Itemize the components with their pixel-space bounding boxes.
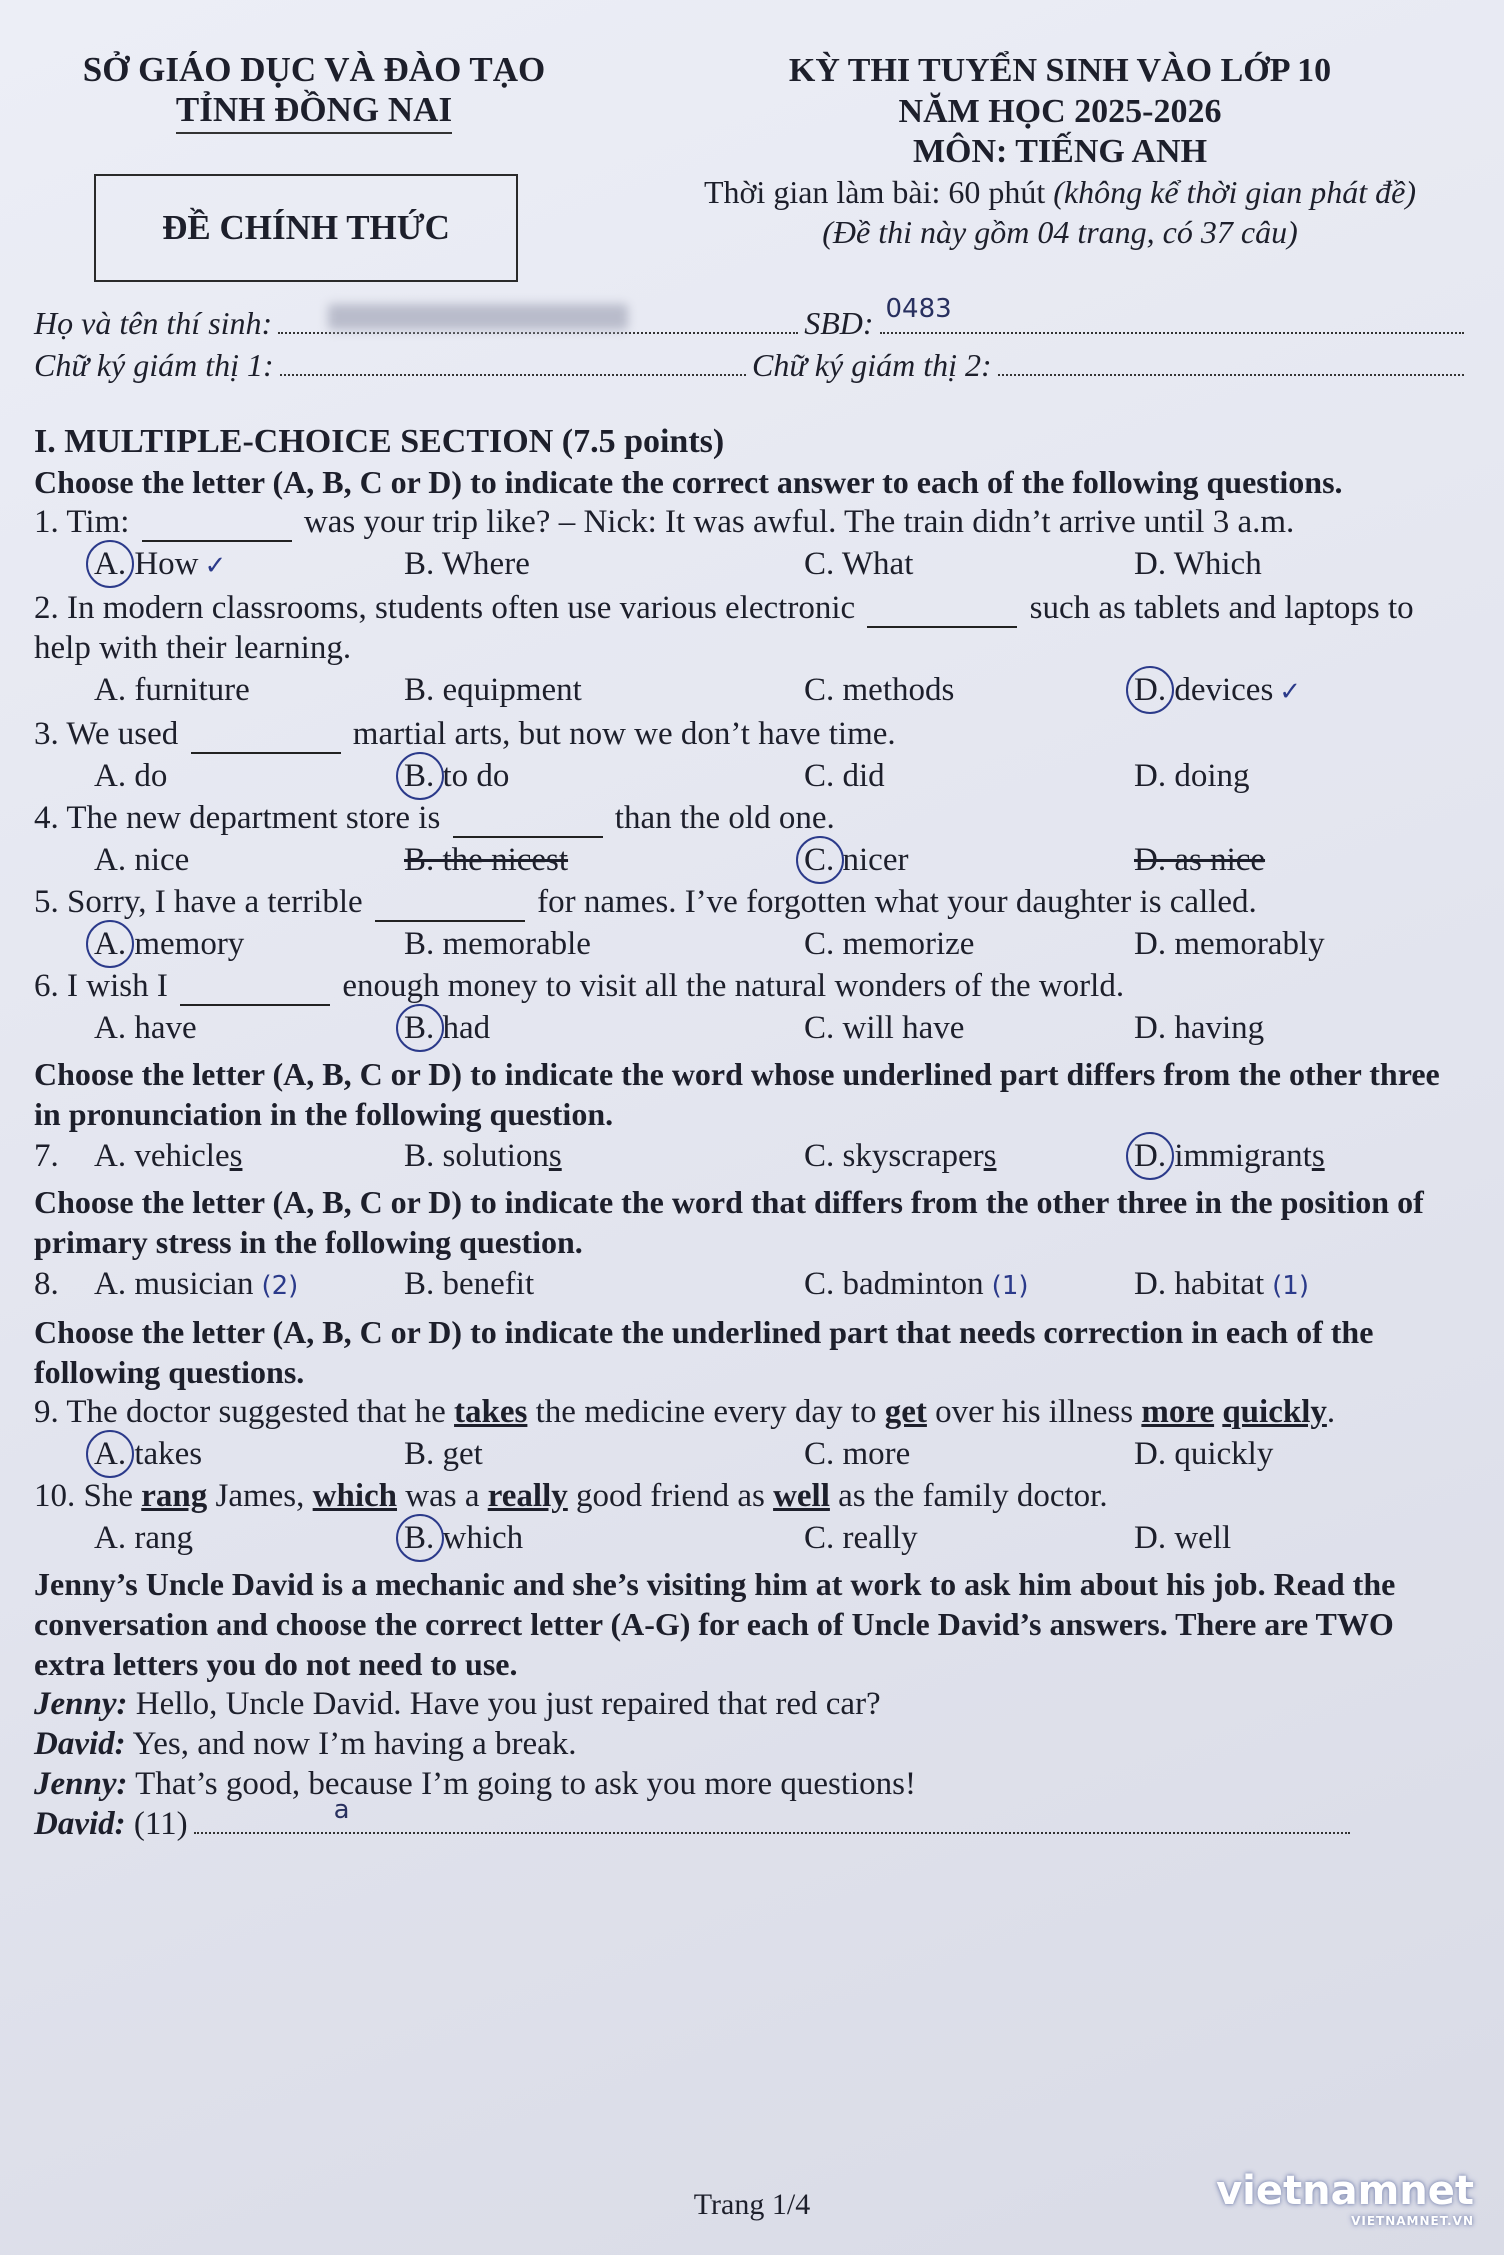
q10-t5: as the family doctor.: [838, 1478, 1108, 1514]
q3-option-b[interactable]: [404, 754, 804, 798]
q10-t3: was a: [405, 1478, 480, 1514]
dialog-text: That’s good, because I’m going to ask you more questions!: [135, 1766, 917, 1802]
q4-option-d[interactable]: D. as nice: [1134, 842, 1266, 878]
page-number: Trang 1/4: [693, 2188, 811, 2221]
question-2: [34, 588, 1470, 668]
sig1-field[interactable]: [280, 346, 746, 376]
q7-a-text: A. vehicle: [94, 1138, 230, 1174]
q8-option-b[interactable]: B. benefit: [404, 1266, 535, 1302]
q4-option-b[interactable]: B. the nicest: [404, 842, 569, 878]
q9-t2: the medicine every day to: [535, 1394, 877, 1430]
q1-option-c[interactable]: C. What: [804, 546, 914, 582]
question-1: [34, 502, 1470, 542]
q1-a-circled: A. How: [94, 542, 199, 586]
q7-option-b[interactable]: [404, 1134, 804, 1178]
q7-b-text: B. solution: [404, 1138, 549, 1174]
speaker: Jenny:: [34, 1686, 128, 1722]
question-3: [34, 714, 1470, 754]
sig2-field[interactable]: [998, 346, 1464, 376]
q7-b-underlined: s: [548, 1138, 562, 1174]
dialog-line: [34, 1684, 1470, 1724]
q7-option-a[interactable]: [94, 1134, 404, 1178]
q6-b-circled: B. had: [404, 1006, 490, 1050]
q11-answer-field[interactable]: [194, 1795, 1350, 1834]
header-right: [650, 50, 1470, 282]
header: [34, 50, 1470, 282]
q8-option-d[interactable]: [1134, 1262, 1470, 1308]
q7-option-d[interactable]: [1134, 1134, 1470, 1178]
q10-u2: which: [312, 1478, 398, 1514]
question-10: [34, 1476, 1470, 1516]
question-9: [34, 1392, 1470, 1432]
q3-pre: 3. We used: [34, 716, 179, 752]
q10-options: [34, 1516, 1470, 1560]
q5-option-c[interactable]: C. memorize: [804, 926, 975, 962]
q4-option-c[interactable]: [804, 838, 1134, 882]
q5-option-a[interactable]: [94, 922, 404, 966]
q2-pre: 2. In modern classrooms, students often use various electronic: [34, 590, 856, 626]
dialog-text: Hello, Uncle David. Have you just repaired that red car?: [135, 1686, 881, 1722]
vietnamnet-logo: [1216, 2168, 1474, 2228]
q7-c-text: C. skyscraper: [804, 1138, 984, 1174]
q2-option-b[interactable]: B. equipment: [404, 672, 582, 708]
speaker: David:: [34, 1726, 126, 1762]
official-stamp-box: ĐỀ CHÍNH THỨC: [94, 174, 518, 282]
q4-post: than the old one.: [614, 800, 835, 836]
dialog-line: [34, 1795, 1470, 1844]
name-field[interactable]: [278, 304, 798, 334]
q9-a-circled: A. takes: [94, 1432, 202, 1476]
dialog-line: [34, 1764, 1470, 1804]
dialog-line: [34, 1724, 1470, 1764]
q10-u3: really: [487, 1478, 568, 1514]
sbd-value: 0483: [885, 294, 952, 324]
q2-option-c[interactable]: C. methods: [804, 672, 955, 708]
q7-options: [34, 1134, 1470, 1178]
q8-num: 8.: [34, 1266, 59, 1302]
q6-option-d[interactable]: D. having: [1134, 1010, 1265, 1046]
name-row: [34, 294, 1470, 344]
province-name: TỈNH ĐỒNG NAI: [176, 90, 452, 134]
q10-option-c[interactable]: C. really: [804, 1520, 918, 1556]
q9-u4: quickly: [1222, 1394, 1327, 1430]
q8-option-a[interactable]: [94, 1262, 404, 1308]
school-year: NĂM HỌC 2025-2026: [898, 93, 1222, 130]
q8-c-text: C. badminton: [804, 1266, 984, 1302]
q3-post: martial arts, but now we don’t have time.: [352, 716, 896, 752]
q2-post: such as tablets and laptops to help with their learning.: [34, 590, 1414, 666]
q9-t4: .: [1326, 1394, 1336, 1430]
dialog-text: Yes, and now I’m having a break.: [132, 1726, 577, 1762]
time-note: (không kể thời gian phát đề): [1053, 174, 1417, 210]
q7-c-underlined: s: [983, 1138, 997, 1174]
q10-u1: rang: [141, 1478, 208, 1514]
q7-a-underlined: s: [229, 1138, 243, 1174]
check-icon: ✓: [1279, 677, 1302, 707]
q2-blank: [867, 596, 1017, 628]
q7-option-c[interactable]: [804, 1134, 1134, 1178]
q1-option-b[interactable]: B. Where: [404, 546, 530, 582]
q10-u4: well: [773, 1478, 830, 1514]
q1-post: was your trip like? – Nick: It was awful. The train didn’t arrive until 3 a.m.: [303, 504, 1295, 540]
q3-option-a[interactable]: A. do: [94, 758, 168, 794]
q10-option-d[interactable]: D. well: [1134, 1520, 1232, 1556]
q7-d-circled: [1134, 1134, 1325, 1178]
q3-options: [34, 754, 1470, 798]
q1-option-d[interactable]: D. Which: [1134, 546, 1262, 582]
q5-pre: 5. Sorry, I have a terrible: [34, 884, 363, 920]
pages-note: (Đề thi này gồm 04 trang, có 37 câu): [822, 214, 1298, 250]
q3-b-circled: B. to do: [404, 754, 509, 798]
candidate-info: [34, 294, 1470, 386]
q1-options: [34, 542, 1470, 588]
logo-text: vietnamnet: [1216, 2168, 1474, 2214]
instruction-4: Choose the letter (A, B, C or D) to indicate the underlined part that needs correction in each of the following questions.: [34, 1314, 1374, 1390]
sig2-label: Chữ ký giám thị 2:: [752, 347, 992, 383]
q9-option-d[interactable]: D. quickly: [1134, 1436, 1274, 1472]
q9-option-a[interactable]: [94, 1432, 404, 1476]
q9-u1: takes: [454, 1394, 528, 1430]
q5-post: for names. I’ve forgotten what your daughter is called.: [537, 884, 1257, 920]
q1-option-a[interactable]: [94, 542, 404, 588]
q10-t2: James,: [215, 1478, 305, 1514]
q3-option-d[interactable]: D. doing: [1134, 758, 1250, 794]
q2-option-d[interactable]: [1134, 668, 1470, 714]
section-title: I. MULTIPLE-CHOICE SECTION (7.5 points): [34, 423, 725, 460]
conversation: [34, 1684, 1470, 1844]
q8-d-text: D. habitat: [1134, 1266, 1265, 1302]
subject: MÔN: TIẾNG ANH: [912, 133, 1208, 170]
q6-post: enough money to visit all the natural wonders of the world.: [342, 968, 1125, 1004]
q6-option-b[interactable]: [404, 1006, 804, 1050]
q5-option-d[interactable]: D. memorably: [1134, 926, 1325, 962]
question-6: [34, 966, 1470, 1006]
q5-blank: [375, 890, 525, 922]
speaker: Jenny:: [34, 1766, 128, 1802]
q9-u2: get: [884, 1394, 927, 1430]
check-icon: ✓: [204, 551, 227, 581]
q9-options: [34, 1432, 1470, 1476]
q4-option-a[interactable]: A. nice: [94, 842, 190, 878]
q8-option-c[interactable]: [804, 1262, 1134, 1308]
q7-num: 7.: [34, 1138, 59, 1174]
q3-option-c[interactable]: C. did: [804, 758, 885, 794]
q11-answer: a: [333, 1795, 350, 1825]
instruction-1: Choose the letter (A, B, C or D) to indicate the correct answer to each of the following questions.: [34, 464, 1343, 500]
q10-b-circled: B. which: [404, 1516, 523, 1560]
q10-option-b[interactable]: [404, 1516, 804, 1560]
q1-blank: [142, 510, 292, 542]
q9-t1: 9. The doctor suggested that he: [34, 1394, 446, 1430]
signature-row: [34, 344, 1470, 386]
q1-pre: 1. Tim:: [34, 504, 130, 540]
question-5: [34, 882, 1470, 922]
q8-a-mark: (2): [261, 1271, 299, 1301]
q9-t3: over his illness: [935, 1394, 1134, 1430]
q10-t1: 10. She: [34, 1478, 133, 1514]
instruction-5: Jenny’s Uncle David is a mechanic and she’s visiting him at work to ask him about his job. Read the conversation and choose the correct letter (A-G) for each of Uncle David’s answers. There are TWO extra letters you do not need to use.: [34, 1566, 1396, 1682]
q7-d-text: D. immigrant: [1134, 1138, 1312, 1174]
speaker: David:: [34, 1806, 126, 1842]
dialog-text: (11): [133, 1806, 188, 1842]
exam-title: KỲ THI TUYỂN SINH VÀO LỚP 10: [788, 52, 1332, 89]
q5-option-b[interactable]: B. memorable: [404, 926, 591, 962]
q9-u3: more: [1141, 1394, 1215, 1430]
q2-option-a[interactable]: A. furniture: [94, 672, 250, 708]
q5-options: [34, 922, 1470, 966]
instruction-3: Choose the letter (A, B, C or D) to indicate the word that differs from the other three in the position of primary stress in the following question.: [34, 1184, 1424, 1260]
q9-option-b[interactable]: B. get: [404, 1436, 483, 1472]
q6-option-a[interactable]: A. have: [94, 1010, 197, 1046]
q6-blank: [180, 974, 330, 1006]
q5-a-circled: A. memory: [94, 922, 244, 966]
q4-blank: [453, 806, 603, 838]
q6-options: [34, 1006, 1470, 1050]
sig1-label: Chữ ký giám thị 1:: [34, 347, 274, 383]
q9-option-c[interactable]: C. more: [804, 1436, 911, 1472]
logo-subtext: VIETNAMNET.VN: [1351, 2214, 1474, 2228]
q8-options: [34, 1262, 1470, 1308]
sbd-label: SBD:: [804, 305, 874, 341]
department-name: SỞ GIÁO DỤC VÀ ĐÀO TẠO: [82, 50, 546, 89]
name-label: Họ và tên thí sinh:: [34, 305, 273, 341]
time-limit: [650, 172, 1470, 212]
q6-pre: 6. I wish I: [34, 968, 168, 1004]
time-main: Thời gian làm bài: 60 phút: [703, 174, 1046, 210]
q2-options: [34, 668, 1470, 714]
q4-c-circled: C. nicer: [804, 838, 908, 882]
q6-option-c[interactable]: C. will have: [804, 1010, 965, 1046]
q8-a-text: A. musician: [94, 1266, 254, 1302]
q10-t4: good friend as: [576, 1478, 765, 1514]
blurred-name: [328, 304, 628, 330]
q7-d-underlined: s: [1311, 1138, 1325, 1174]
q8-d-mark: (1): [1272, 1271, 1309, 1301]
q3-blank: [191, 722, 341, 754]
instruction-2: Choose the letter (A, B, C or D) to indicate the word whose underlined part differs from the other three in pronunciation in the following question.: [34, 1056, 1440, 1132]
header-left: [34, 50, 594, 282]
sbd-field[interactable]: [880, 294, 1465, 334]
q8-c-mark: (1): [991, 1271, 1029, 1301]
question-4: [34, 798, 1470, 838]
q4-pre: 4. The new department store is: [34, 800, 441, 836]
q10-option-a[interactable]: A. rang: [94, 1520, 193, 1556]
q2-d-circled: D. devices: [1134, 668, 1273, 712]
q4-options: [34, 838, 1470, 882]
